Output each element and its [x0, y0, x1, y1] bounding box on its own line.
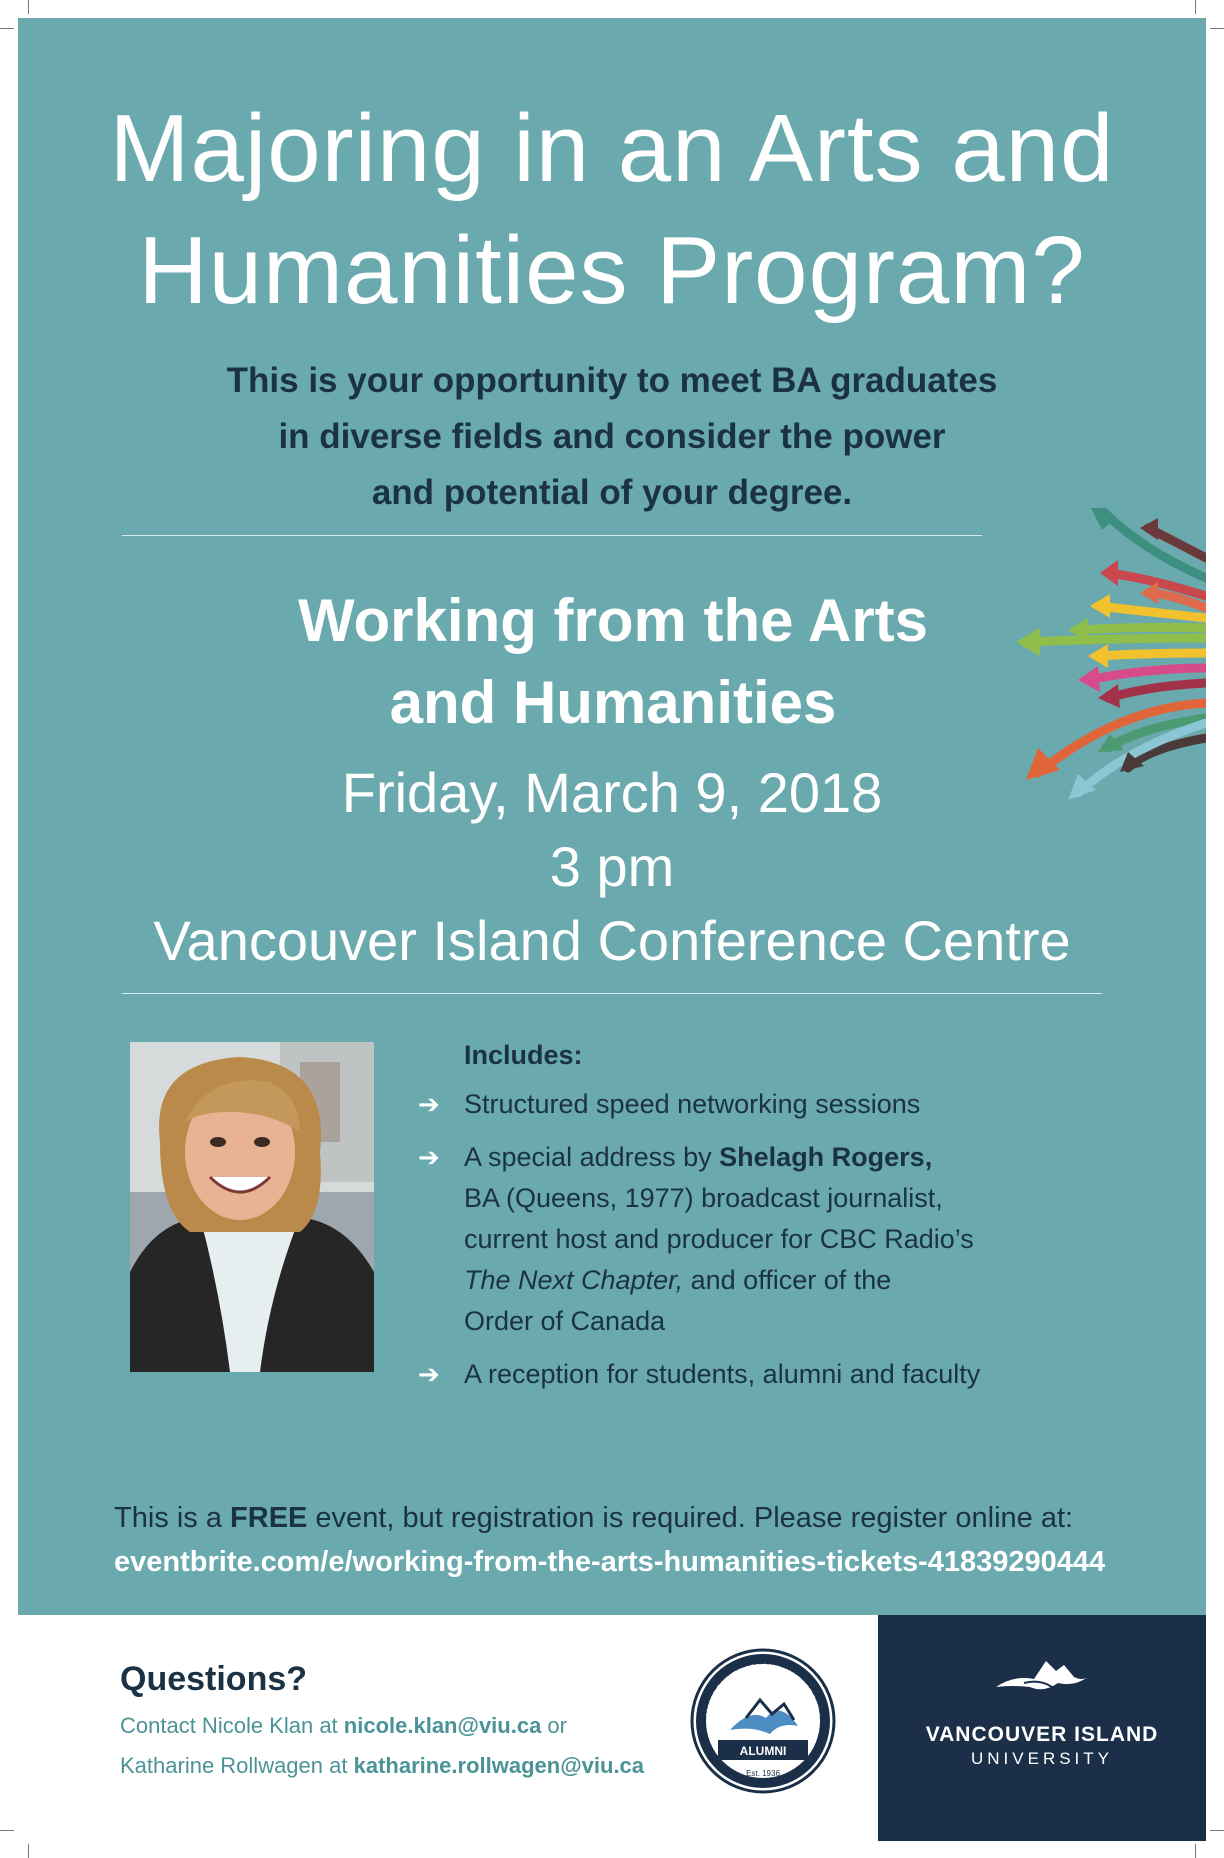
event-date: Friday, March 9, 2018 [341, 761, 883, 824]
subtitle-line: in diverse fields and consider the power [278, 417, 946, 456]
contact-line [120, 1750, 644, 1782]
list-item [418, 1354, 1118, 1395]
subtitle-line: This is your opportunity to meet BA graduates [226, 361, 998, 400]
seal-top-text: VANCOUVER ISLAND UNIVERSITY [704, 1661, 822, 1717]
crop-mark [28, 1844, 29, 1858]
title-line: Humanities Program? [138, 217, 1086, 324]
arrow-right-icon: ➔ [418, 1359, 440, 1389]
email-link[interactable]: katharine.rollwagen@viu.ca [353, 1753, 645, 1778]
speaker-name: Shelagh Rogers, [719, 1142, 933, 1172]
arrow-right-icon: ➔ [418, 1142, 440, 1172]
poster-subtitle [168, 353, 1056, 521]
viu-logo-block [878, 1615, 1206, 1841]
includes-list [418, 1084, 1118, 1407]
event-title-line: and Humanities [389, 669, 837, 736]
title-line: Majoring in an Arts and [109, 95, 1115, 202]
contact-line [120, 1710, 567, 1742]
divider [122, 535, 982, 536]
crop-mark [0, 28, 14, 29]
free-label: FREE [230, 1502, 308, 1534]
crop-mark [1195, 0, 1196, 14]
divider [122, 993, 1102, 994]
include-item-text: A reception for students, alumni and faculty [464, 1359, 981, 1389]
registration-link[interactable]: eventbrite.com/e/working-from-the-arts-humanities-tickets-41839290444 [114, 1546, 1106, 1578]
viu-mountain-logo-icon [994, 1657, 1090, 1697]
include-item-text: Order of Canada [464, 1306, 666, 1336]
subtitle-line: and potential of your degree. [371, 473, 853, 512]
event-venue: Vancouver Island Conference Centre [153, 909, 1071, 972]
list-item [418, 1084, 1118, 1125]
includes-heading: Includes: [464, 1040, 583, 1070]
event-title [168, 580, 1058, 744]
crop-mark [28, 0, 29, 14]
include-item-text: and officer of the [683, 1265, 892, 1295]
include-item-text: current host and producer for CBC Radio’s [464, 1224, 974, 1254]
show-title: The Next Chapter, [464, 1265, 684, 1295]
poster-panel [18, 18, 1206, 1615]
contact-text: Contact Nicole Klan at [120, 1713, 344, 1738]
contact-text: or [541, 1713, 567, 1738]
seal-est-text: Est. 1936 [746, 1769, 780, 1778]
event-title-line: Working from the Arts [297, 587, 929, 654]
crop-mark [0, 1830, 14, 1831]
contact-text: Katharine Rollwagen at [120, 1753, 354, 1778]
include-item-text: BA (Queens, 1977) broadcast journalist, [464, 1183, 943, 1213]
questions-heading: Questions? [120, 1660, 308, 1698]
crop-mark [1210, 28, 1224, 29]
registration-prefix: This is a [114, 1502, 231, 1534]
speaker-photo [130, 1042, 374, 1372]
viu-name-line1: VANCOUVER ISLAND [925, 1723, 1159, 1746]
seal-band-text: ALUMNI [739, 1744, 787, 1758]
crop-mark [1210, 1830, 1224, 1831]
alumni-seal-icon [690, 1648, 836, 1794]
viu-name-line2: UNIVERSITY [970, 1749, 1114, 1768]
email-link[interactable]: nicole.klan@viu.ca [343, 1713, 542, 1738]
arrow-right-icon: ➔ [418, 1089, 440, 1119]
registration-suffix: event, but registration is required. Please register online at: [307, 1502, 1074, 1534]
registration-text [114, 1496, 1174, 1540]
include-item-text: Structured speed networking sessions [464, 1089, 921, 1119]
poster-title [18, 88, 1206, 332]
include-item-text: A special address by [464, 1142, 720, 1172]
crop-mark [1195, 1844, 1196, 1858]
event-time: 3 pm [549, 835, 675, 898]
list-item [418, 1137, 1118, 1342]
